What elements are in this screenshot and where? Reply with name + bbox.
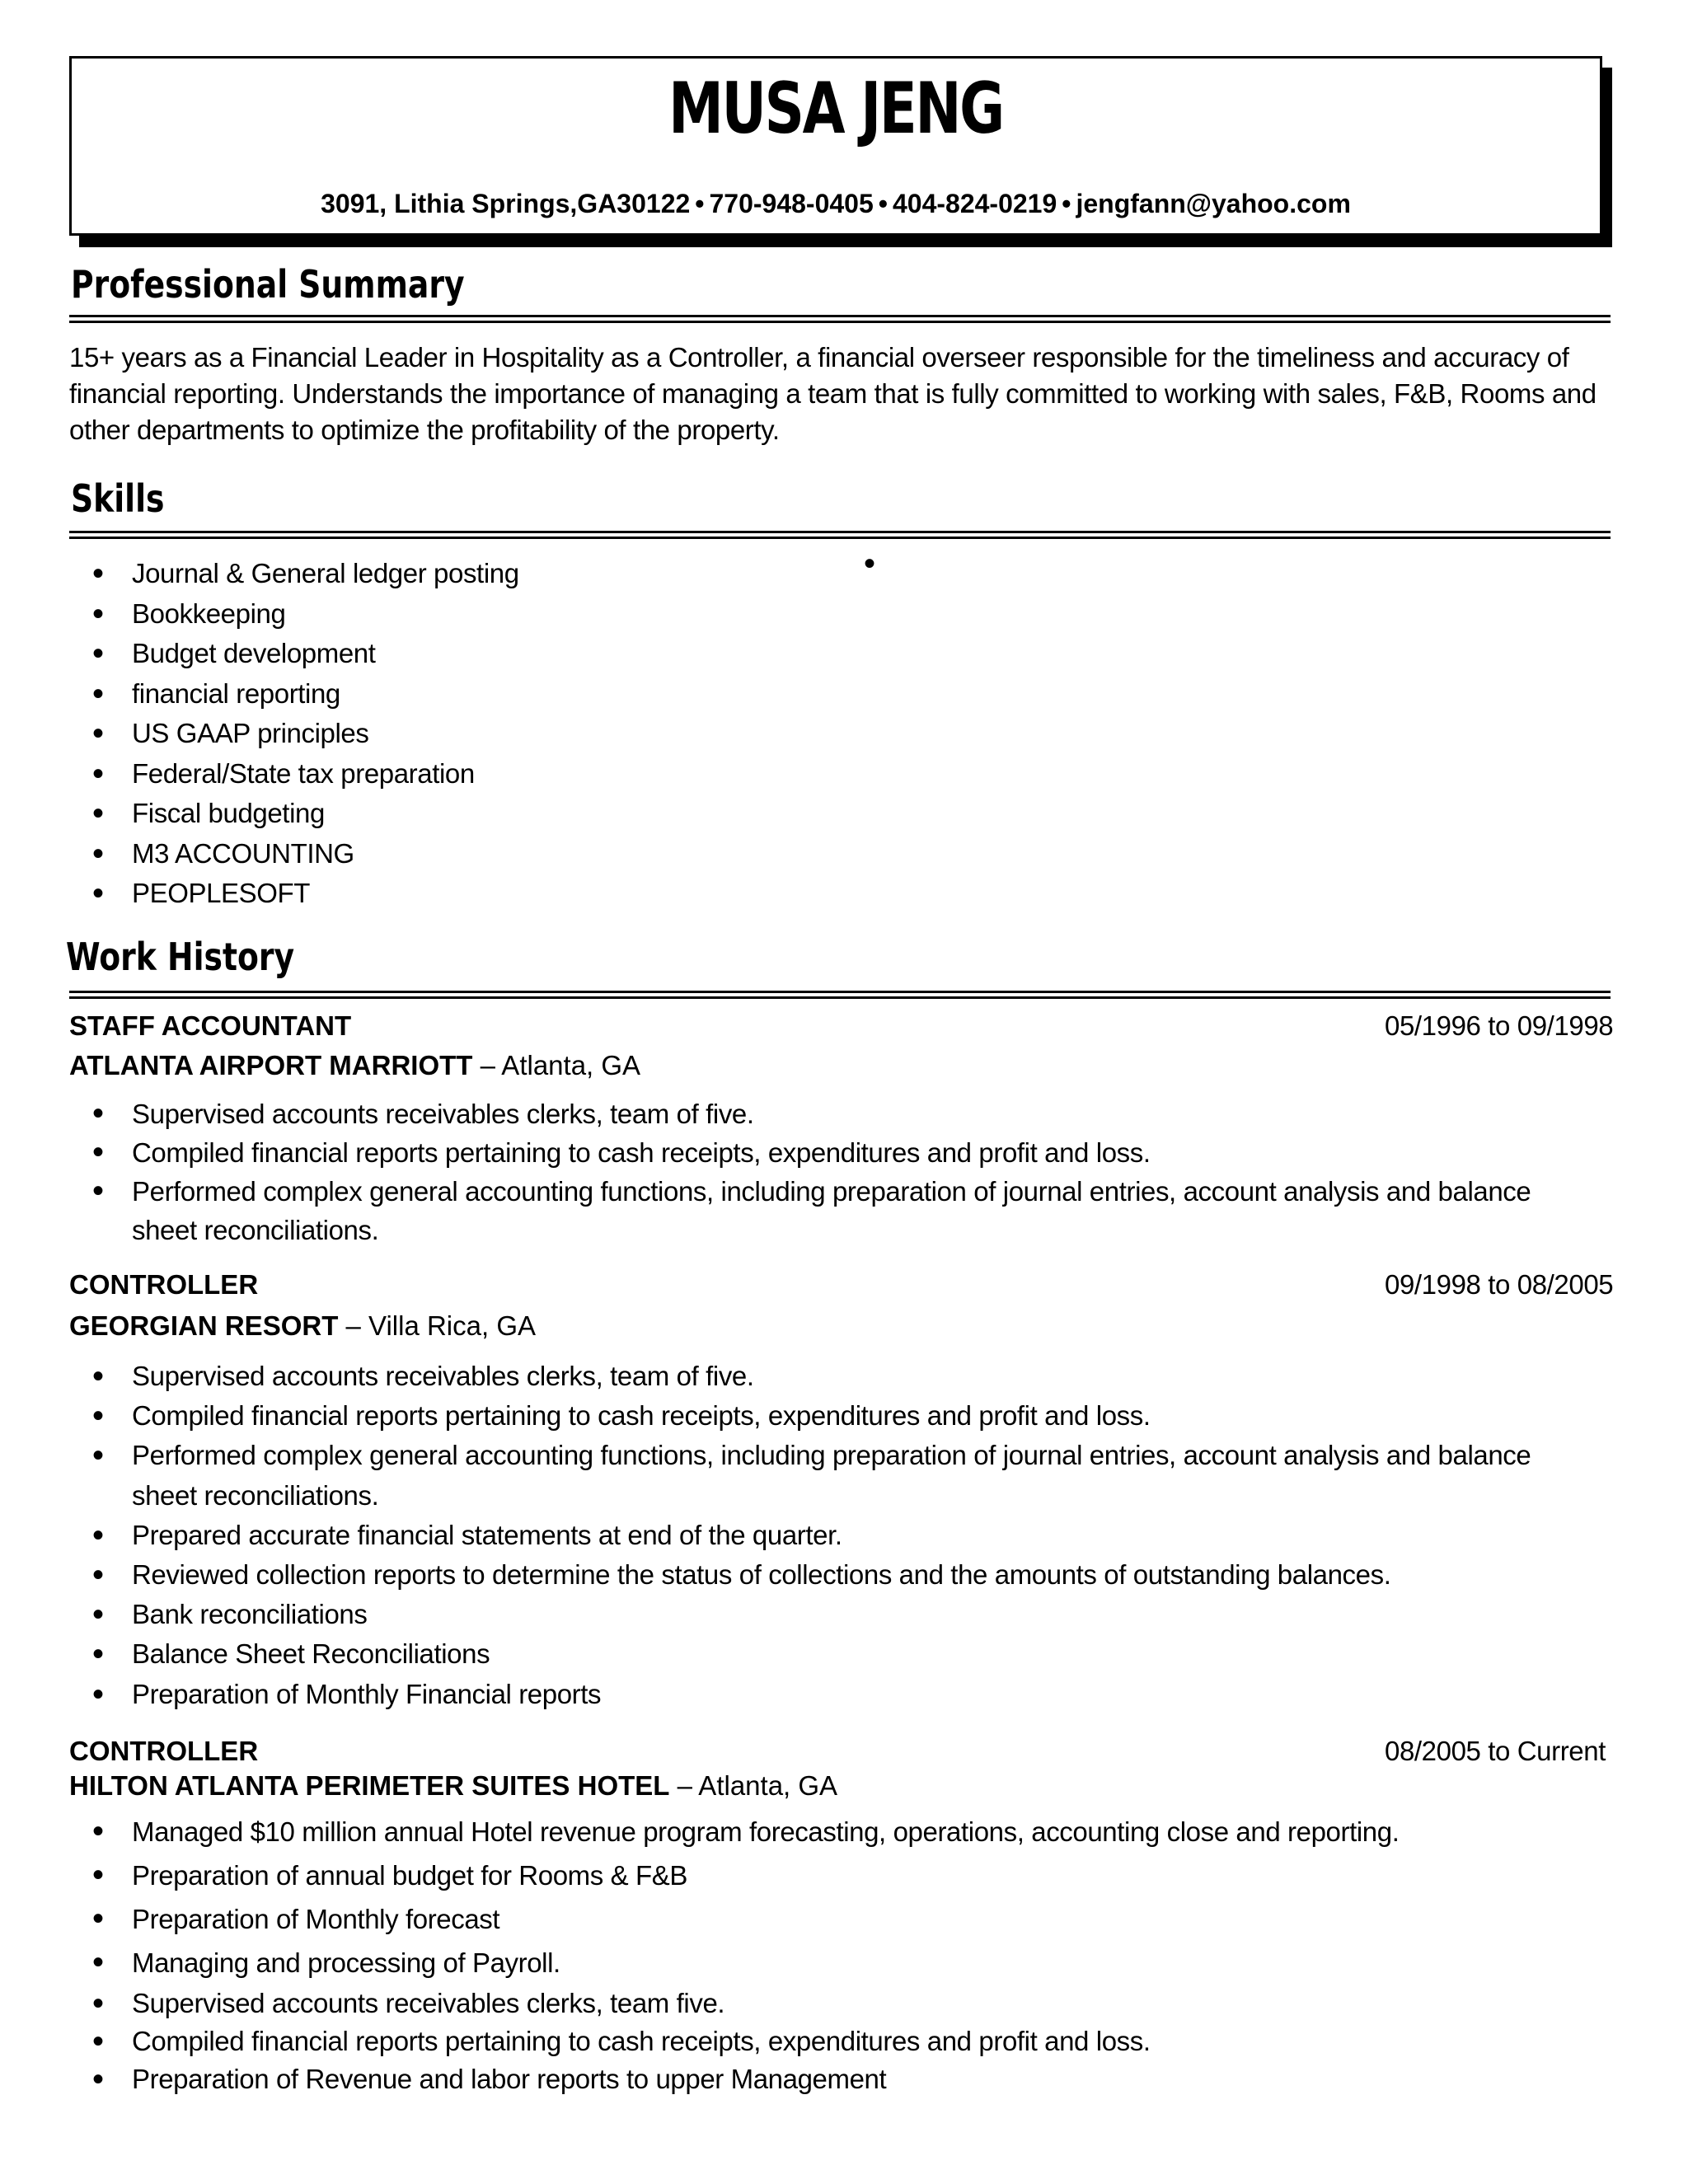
company-line: [69, 1310, 536, 1342]
skill-item: • Fiscal budgeting: [69, 794, 811, 834]
summary-rule: [69, 315, 1611, 323]
skill-item: • Bookkeeping: [69, 594, 811, 635]
address: 3091, Lithia Springs,GA30122: [321, 189, 691, 218]
skill-item: • Journal & General ledger posting: [69, 554, 811, 594]
summary-heading: Professional Summary: [71, 262, 465, 307]
job-dates: 09/1998 to 08/2005: [1385, 1269, 1614, 1300]
header-box: [69, 56, 1602, 236]
summary-line: 15+ years as a Financial Leader in Hospitality as a Controller, a financial overseer responsible for the timeliness and accuracy of: [69, 342, 1569, 373]
job-bullets: [69, 1357, 1635, 1714]
skill-item: • Federal/State tax preparation: [69, 754, 811, 794]
company-location: – Atlanta, GA: [669, 1770, 838, 1801]
email: jengfann@yahoo.com: [1076, 189, 1351, 218]
job-bullet: • Preparation of annual budget for Rooms & F&B: [69, 1854, 1635, 1897]
empty-skill-bullet: •: [864, 546, 876, 582]
company-name: ATLANTA AIRPORT MARRIOTT: [69, 1050, 473, 1080]
company-name: HILTON ATLANTA PERIMETER SUITES HOTEL: [69, 1770, 670, 1801]
company-name: GEORGIAN RESORT: [69, 1310, 339, 1341]
job-bullet: • Preparation of Monthly Financial reports: [69, 1675, 1635, 1714]
summary-line: other departments to optimize the profitability of the property.: [69, 415, 780, 445]
separator-dot: •: [695, 189, 705, 218]
company-location: – Atlanta, GA: [472, 1050, 641, 1080]
job-bullet: • Supervised accounts receivables clerks, team five.: [69, 1985, 1635, 2022]
job-bullet: • Supervised accounts receivables clerks, team of five.: [69, 1094, 1635, 1133]
summary-text: [69, 340, 1635, 448]
job-bullet: • Managed $10 million annual Hotel revenue program forecasting, operations, accounting close and reporting.: [69, 1810, 1635, 1854]
job-bullet-continuation: sheet reconciliations.: [132, 1479, 379, 1511]
skill-item: • US GAAP principles: [69, 714, 811, 754]
job-bullet: • Prepared accurate financial statements at end of the quarter.: [69, 1516, 1635, 1555]
job-bullet: • Compiled financial reports pertaining to cash receipts, expenditures and profit and loss.: [69, 2022, 1635, 2060]
skill-item: • Budget development: [69, 634, 811, 674]
job-bullet: • Reviewed collection reports to determine the status of collections and the amounts of outstanding balances.: [69, 1555, 1635, 1595]
job-bullet: • Performed complex general accounting functions, including preparation of journal entries, account analysis and balance: [69, 1436, 1635, 1475]
job-title: CONTROLLER: [69, 1736, 259, 1766]
skill-item: • PEOPLESOFT: [69, 874, 811, 914]
skills-rule: [69, 531, 1611, 539]
job-bullet: • Managing and processing of Payroll.: [69, 1941, 1635, 1985]
job-bullet: • Performed complex general accounting functions, including preparation of journal entries, account analysis and balance: [69, 1172, 1635, 1211]
skills-list: [69, 554, 811, 914]
job-bullets: [69, 1810, 1635, 2098]
job-bullet: • Bank reconciliations: [69, 1595, 1635, 1634]
job-title: STAFF ACCOUNTANT: [69, 1010, 352, 1041]
job-bullet: • Compiled financial reports pertaining to cash receipts, expenditures and profit and loss.: [69, 1396, 1635, 1436]
summary-line: financial reporting. Understands the importance of managing a team that is fully committed to working with sales, F&B, Rooms and: [69, 378, 1597, 409]
phone-secondary: 404-824-0219: [892, 189, 1057, 218]
job-bullets: [69, 1094, 1635, 1249]
job-dates: 05/1996 to 09/1998: [1385, 1010, 1614, 1041]
job-title: CONTROLLER: [69, 1269, 259, 1300]
skill-item: • M3 ACCOUNTING: [69, 834, 811, 874]
separator-dot: •: [1062, 189, 1071, 218]
job-dates: 08/2005 to Current: [1385, 1736, 1606, 1766]
job-bullet: • Supervised accounts receivables clerks, team of five.: [69, 1357, 1635, 1396]
job-bullet: • Balance Sheet Reconciliations: [69, 1634, 1635, 1674]
job-bullet: • Preparation of Monthly forecast: [69, 1897, 1635, 1941]
company-location: – Villa Rica, GA: [338, 1310, 537, 1341]
skills-heading: Skills: [71, 476, 165, 521]
contact-line: [72, 189, 1600, 219]
company-line: [69, 1770, 837, 1802]
skill-item: • financial reporting: [69, 674, 811, 715]
work-rule: [69, 991, 1611, 999]
company-line: [69, 1050, 640, 1081]
phone-primary: 770-948-0405: [709, 189, 874, 218]
candidate-name: MUSA JENG: [668, 68, 1003, 150]
job-bullet-continuation: sheet reconciliations.: [132, 1215, 379, 1245]
separator-dot: •: [878, 189, 888, 218]
job-bullet: • Preparation of Revenue and labor reports to upper Management: [69, 2060, 1635, 2098]
job-bullet: • Compiled financial reports pertaining to cash receipts, expenditures and profit and loss.: [69, 1133, 1635, 1172]
work-heading: Work History: [66, 935, 295, 979]
